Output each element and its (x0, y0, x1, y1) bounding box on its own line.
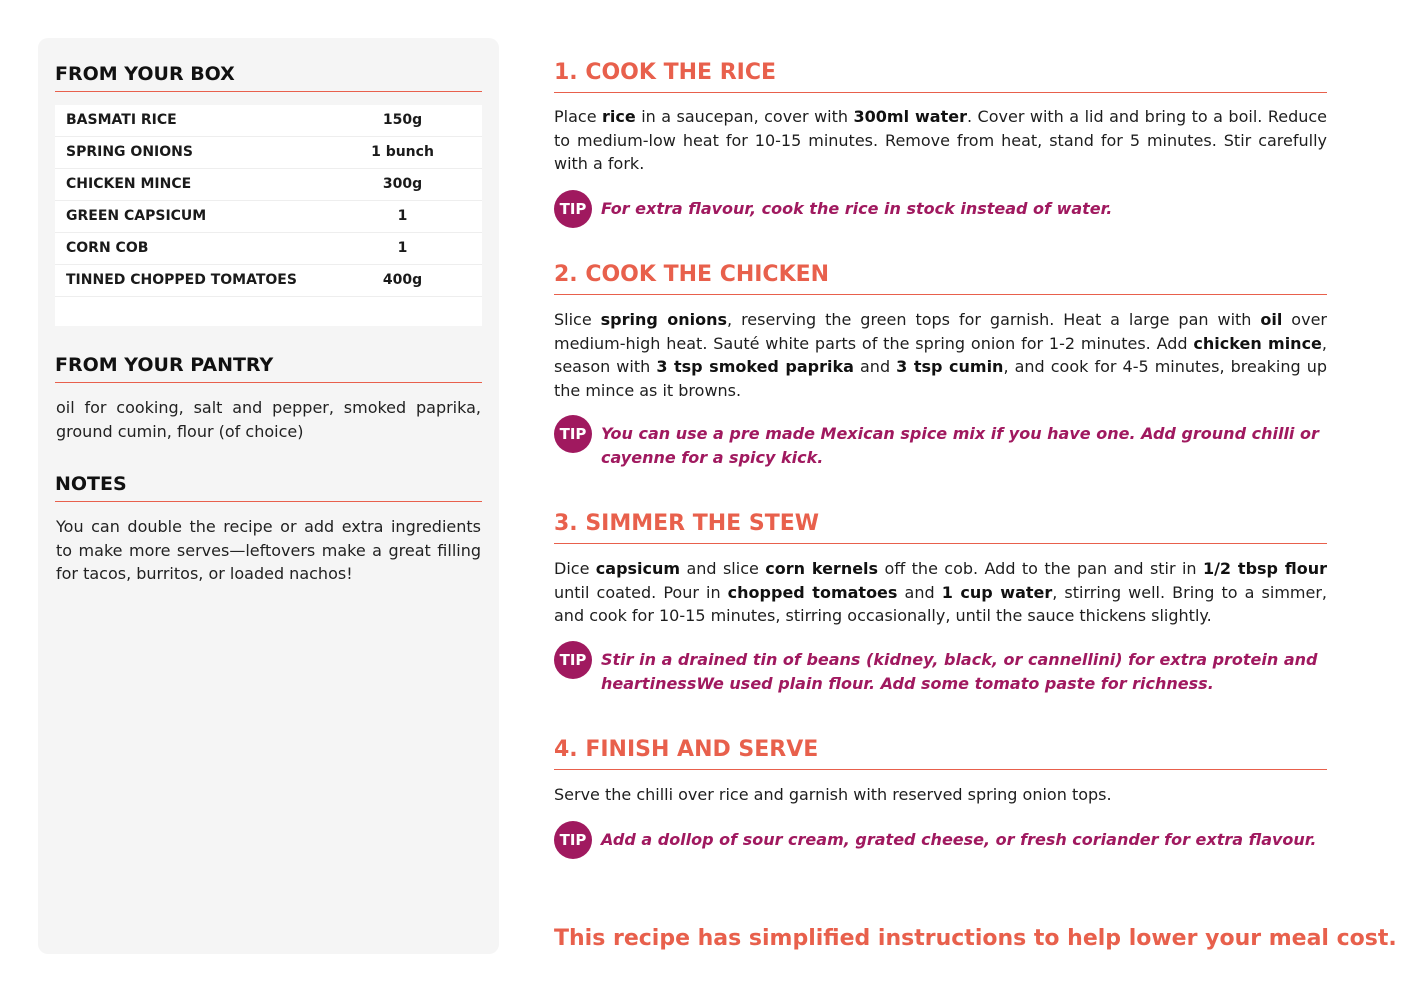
tip-badge: TIP (554, 190, 592, 228)
instruction-text: , season with (554, 333, 1328, 376)
ingredient-highlight: capsicum (595, 559, 681, 578)
ingredient-highlight: 1 cup water (941, 582, 1053, 602)
footer-note: This recipe has simplified instructions to help lower your meal cost. (554, 926, 1397, 951)
instruction-text: in a saucepan, cover with (635, 107, 854, 126)
pantry-text: oil for cooking, salt and pepper, smoked paprika, ground cumin, flour (of choice) (56, 398, 481, 441)
tip-badge: TIP (554, 641, 592, 679)
instruction-text: Slice (554, 310, 601, 329)
ingredient-highlight: 1/2 tbsp flour (1202, 559, 1328, 578)
ingredient-quantity: 1 (397, 240, 408, 256)
box-ingredient-row (55, 105, 482, 137)
instruction-text: , and cook for 4-5 minutes, breaking up the mince as it browns. (554, 357, 1328, 400)
ingredient-name: SPRING ONIONS (66, 144, 193, 160)
notes-text: You can double the recipe or add extra ingredients to make more serves—leftovers make a great filling for tacos, burritos, or loaded nachos! (56, 517, 481, 583)
box-ingredient-row (55, 137, 482, 169)
ingredients-panel (38, 38, 499, 954)
tip-badge: TIP (554, 415, 592, 453)
instruction-text: . Cover with a lid and bring to a boil. Reduce to medium-low heat for 10-15 minutes. Remove from heat, stand for 5 minutes. Stir carefully with a fork. (554, 107, 1328, 173)
ingredient-highlight: spring onions (600, 310, 728, 329)
ingredient-quantity: 1 (397, 208, 408, 224)
instruction-text: Place (554, 107, 603, 126)
ingredient-highlight: chopped tomatoes (727, 582, 898, 602)
step-2-body (554, 308, 1327, 402)
box-ingredients-table (55, 105, 482, 326)
instruction-text: and slice (680, 559, 766, 578)
box-heading: FROM YOUR BOX (55, 63, 482, 92)
box-ingredient-row (55, 201, 482, 233)
tip-badge: TIP (554, 821, 592, 859)
box-ingredient-row (55, 169, 482, 201)
tip-text: You can use a pre made Mexican spice mix if you have one. Add ground chilli or cayenne for a spicy kick. (601, 424, 1319, 467)
ingredient-highlight: rice (602, 107, 636, 126)
instruction-text: over medium-high heat. Sauté white parts of the spring onion for 1-2 minutes. Add (554, 310, 1327, 353)
box-ingredient-row (55, 233, 482, 265)
ingredient-quantity: 150g (382, 112, 423, 128)
instruction-text: , stirring well. Bring to a simmer, and cook for 10-15 minutes, stirring occasionally, until the sauce thickens slightly. (554, 582, 1328, 625)
instruction-text: until coated. Pour in (554, 582, 728, 602)
tip-text: Add a dollop of sour cream, grated cheese, or fresh coriander for extra flavour. (601, 830, 1317, 849)
step-2-title: 2. COOK THE CHICKEN (554, 262, 1327, 295)
ingredient-highlight: corn kernels (765, 559, 879, 578)
ingredient-highlight: chicken mince (1193, 333, 1322, 353)
step-3-body (554, 557, 1327, 628)
tip-text: For extra flavour, cook the rice in stock instead of water. (601, 199, 1113, 218)
ingredient-quantity: 400g (382, 272, 423, 288)
tip-text: Stir in a drained tin of beans (kidney, black, or cannellini) for extra protein and heartinessWe used plain flour. Add some tomato paste for richness. (601, 650, 1318, 693)
instruction-text: and (853, 357, 897, 376)
ingredient-highlight: oil (1260, 310, 1283, 329)
step-1-title: 1. COOK THE RICE (554, 60, 1327, 93)
instruction-text: off the cob. Add to the pan and stir in (878, 559, 1203, 578)
ingredient-quantity: 1 bunch (371, 144, 434, 160)
ingredient-name: GREEN CAPSICUM (66, 208, 207, 224)
step-1-body (554, 105, 1327, 176)
ingredient-highlight: 3 tsp cumin (896, 357, 1004, 376)
notes-heading: NOTES (55, 473, 482, 502)
ingredient-name: CORN COB (66, 240, 149, 256)
step-3-title: 3. SIMMER THE STEW (554, 511, 1327, 544)
instruction-text: Serve the chilli over rice and garnish with reserved spring onion tops. (554, 785, 1112, 804)
ingredient-highlight: 3 tsp smoked paprika (656, 357, 854, 376)
step-4-title: 4. FINISH AND SERVE (554, 737, 1327, 770)
step-4-body (554, 783, 1327, 807)
ingredient-name: BASMATI RICE (66, 112, 177, 128)
instruction-text: , reserving the green tops for garnish. Heat a large pan with (727, 310, 1261, 329)
instruction-text: and (897, 582, 942, 602)
ingredient-name: TINNED CHOPPED TOMATOES (66, 272, 297, 288)
instruction-text: Dice (554, 559, 596, 578)
ingredient-quantity: 300g (382, 176, 423, 192)
ingredient-highlight: 300ml water (853, 107, 967, 126)
ingredient-name: CHICKEN MINCE (66, 176, 192, 192)
box-ingredient-row (55, 265, 482, 297)
pantry-heading: FROM YOUR PANTRY (55, 354, 482, 383)
